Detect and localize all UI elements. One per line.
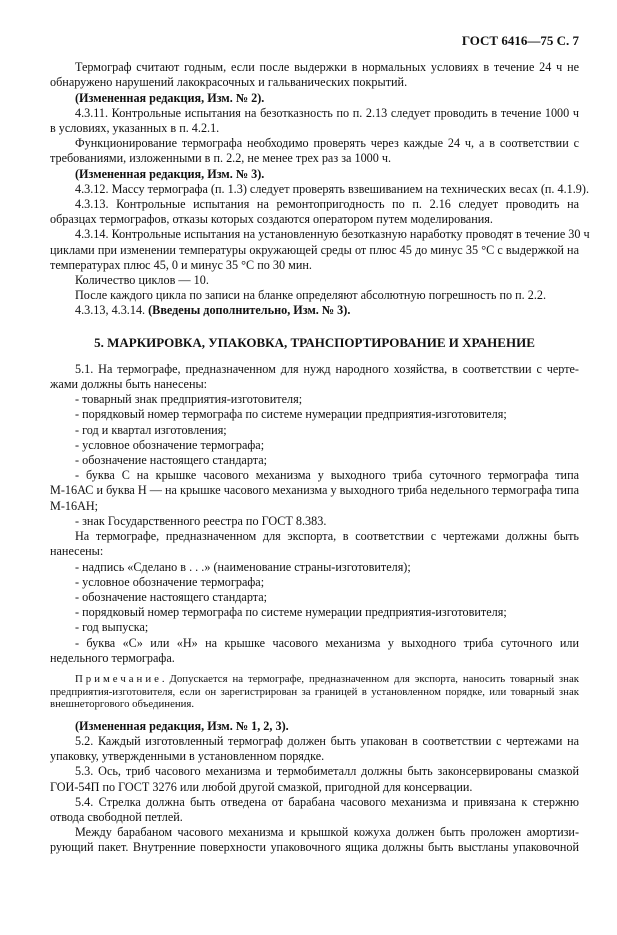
cycles-count: Количество циклов — 10. [75, 273, 209, 288]
paragraph-functioning [50, 136, 579, 166]
text-line: 5.2. Каждый изготовленный термограф должен быть упакован в соответствии с чертежами на [75, 733, 579, 748]
list-item: - год и квартал изготовления; [75, 422, 227, 437]
text-line: предприятия-изготовителя, если он зарегистрирован за границей в установленном порядке, или товарный знак [50, 685, 579, 698]
text-line: в условиях, указанных в п. 4.2.1. [50, 121, 220, 136]
introduced-note [50, 303, 579, 318]
marking-list-export [50, 560, 579, 666]
paragraph-5-2 [50, 734, 579, 764]
text-line: М-16АС и буква Н — на крышке часового механизма у выходного триба недельного термографа типа [50, 483, 579, 498]
list-item: - буква «С» или «Н» на крышке часового механизма у выходного триба суточного или [75, 635, 579, 650]
amendment-note: (Измененная редакция, Изм. № 3). [75, 166, 265, 181]
paragraph-export [50, 529, 579, 559]
text-line: Термограф считают годным, если после выдержки в нормальных условиях в течение 24 ч не [75, 60, 579, 75]
list-item: - знак Государственного реестра по ГОСТ 8.383. [75, 513, 327, 528]
text-line: 5.3. Ось, триб часового механизма и термобиметалл должны быть законсервированы смазкой [75, 764, 579, 779]
text-line: жами должны быть нанесены: [50, 377, 208, 392]
amendment-note: (Измененная редакция, Изм. № 2). [75, 90, 265, 105]
text-line: Примечание. Допускается на термографе, предназначенном для экспорта, наносить товарный знак [75, 672, 579, 685]
note-block [50, 673, 579, 711]
text-line: температурах плюс 45, 0 и минус 35 °С по 30 мин. [50, 257, 312, 272]
text-line: 5.4. Стрелка должна быть отведена от барабана часового механизма и привязана к стержню [75, 794, 579, 809]
paragraph-4-3-12: 4.3.12. Массу термографа (п. 1.3) следует проверять взвешиванием на технических весах (п. 4.1.9). [75, 181, 589, 196]
text-line: обнаружено нарушений лакокрасочных и гальванических покрытий. [50, 75, 408, 90]
list-item: - обозначение настоящего стандарта; [75, 589, 268, 604]
text-line: ГОИ-54П по ГОСТ 3276 или любой другой смазкой, пригодной для консервации. [50, 779, 473, 794]
text-line: 4.3.14. Контрольные испытания на установленную безотказную наработку проводят в течение 30 ч [75, 227, 590, 242]
list-item: - условное обозначение термографа; [75, 574, 265, 589]
text-line: циклами при изменении температуры окружающей среды от плюс 45 до минус 35 °С с выдержкой на [50, 242, 579, 257]
list-item: - обозначение настоящего стандарта; [75, 453, 268, 468]
text-line: 4.3.13. Контрольные испытания на ремонтопригодность по п. 2.16 следует проводить на [75, 197, 579, 212]
note-text: Допускается на термографе, предназначенном для экспорта, наносить товарный знак [169, 672, 579, 685]
text-line: На термографе, предназначенном для экспорта, в соответствии с чертежами должны быть [75, 529, 579, 544]
paragraph-4-3-13 [50, 197, 579, 227]
list-item: - надпись «Сделано в . . .» (наименование страны-изготовителя); [75, 559, 411, 574]
text-line: отвода свободной петлей. [50, 809, 183, 824]
text-line: нанесены: [50, 544, 104, 559]
text-line: 5.1. На термографе, предназначенном для нужд народного хозяйства, в соответствии с черте- [75, 361, 579, 376]
paragraph-5-1 [50, 362, 579, 392]
section-title: 5. МАРКИРОВКА, УПАКОВКА, ТРАНСПОРТИРОВАНИЕ И ХРАНЕНИЕ [94, 334, 535, 350]
text-line: 4.3.11. Контрольные испытания на безотказность по п. 2.13 следует проводить в течение 1000 ч [75, 105, 579, 120]
list-item: - условное обозначение термографа; [75, 437, 265, 452]
text-line: требованиями, изложенными в п. 2.2, не менее трех раз за 1000 ч. [50, 151, 392, 166]
marking-list-domestic [50, 392, 579, 529]
paragraph-5-3 [50, 764, 579, 794]
text-line: образцах термографов, отказы которых создаются оператором путем моделирования. [50, 212, 493, 227]
note-label: Примечание [75, 672, 162, 685]
introduced-bold: (Введены дополнительно, Изм. № 3). [148, 303, 351, 318]
list-item: - буква С на крышке часового механизма у выходного триба суточного термографа типа [75, 468, 579, 483]
amendment-note: (Измененная редакция, Изм. № 1, 2, 3). [75, 718, 289, 733]
paragraph-4-3-14 [50, 227, 590, 273]
paragraph-5-4 [50, 795, 579, 825]
text-line: Между барабаном часового механизма и крышкой кожуха должен быть проложен амортизи- [75, 825, 579, 840]
after-cycle: После каждого цикла по записи на бланке определяют абсолютную погрешность по п. 2.2. [75, 288, 547, 303]
text-line: Функционирование термографа необходимо проверять через каждые 24 ч, а в соответствии с [75, 136, 579, 151]
text-line: М-16АН; [50, 498, 99, 513]
document-page [50, 33, 590, 856]
text-line: внешнеторгового объединения. [50, 698, 195, 711]
page-header: ГОСТ 6416—75 С. 7 [461, 33, 579, 48]
text-line: недельного термографа. [50, 650, 175, 665]
paragraph-4-3-11 [50, 106, 579, 136]
list-item: - товарный знак предприятия-изготовителя; [75, 392, 303, 407]
introduced-ref: 4.3.13, 4.3.14. [75, 303, 149, 318]
text-line: упаковку, утвержденными в установленном порядке. [50, 749, 325, 764]
list-item: - порядковый номер термографа по системе нумерации предприятия-изготовителя; [75, 605, 507, 620]
list-item: - порядковый номер термографа по системе нумерации предприятия-изготовителя; [75, 407, 507, 422]
paragraph-shock-pack [50, 825, 579, 855]
list-item: - год выпуска; [75, 620, 149, 635]
text-line: рующий пакет. Внутренние поверхности упаковочного ящика должны быть выстланы упаковочной [50, 840, 579, 855]
paragraph-thermograph-fit [50, 60, 579, 90]
